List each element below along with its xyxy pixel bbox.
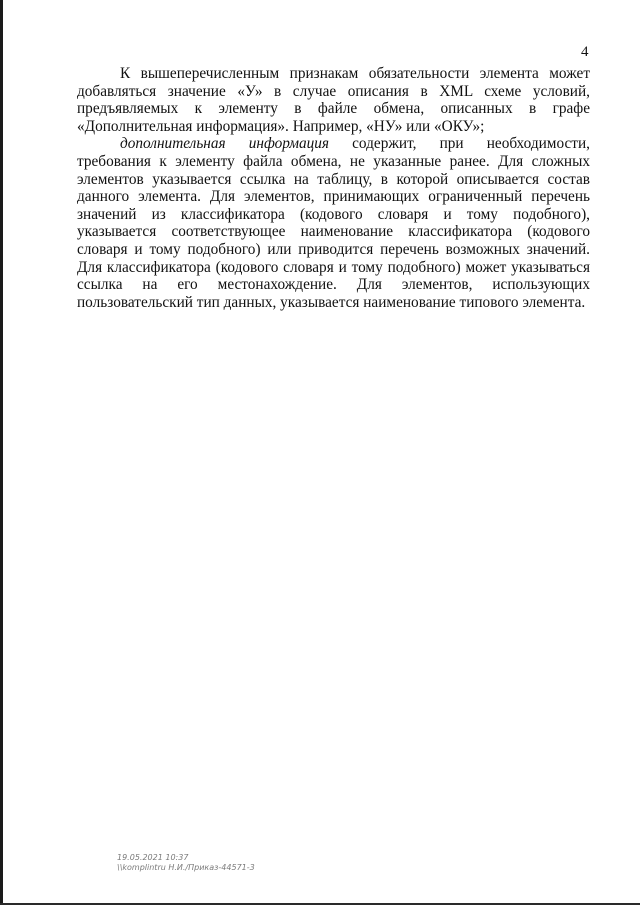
paragraph-2-text: содержит, при необходимости, требования к элементу файла обмена, не указанные ранее. Для сложных элементов указывается ссылка на таблицу, в которой описывается состав данного элемента. Для элементов, принимающих ограниченный перечень значений из классификатора (кодового словаря и тому подобного), указывается соответствующее наименование классификатора (кодового словаря и тому подобного) или приводится перечень возможных значений. Для классификатора (кодового словаря и тому подобного) может указываться ссылка на его местонахождение. Для элементов, использующих пользовательский тип данных, указывается наименование типового элемента. bbox=[77, 135, 590, 311]
scan-border-left bbox=[0, 0, 3, 905]
stamp-path: \\komplintru Н.И./Приказ-44571-3 bbox=[117, 863, 255, 872]
footer-stamp bbox=[117, 853, 255, 873]
paragraph-1-text: К вышеперечисленным признакам обязательности элемента может добавляться значение «У» в случае описания в XML схеме условий, предъявляемых к элементу в файле обмена, описанных в графе «Дополнительная информация». Например, «НУ» или «ОКУ»; bbox=[77, 65, 590, 135]
page-number: 4 bbox=[581, 44, 589, 60]
stamp-datetime: 19.05.2021 10:37 bbox=[117, 853, 189, 862]
paragraph-additional-info bbox=[77, 135, 590, 311]
document-body bbox=[77, 65, 590, 311]
paragraph-obligation-markers bbox=[77, 65, 590, 135]
additional-info-term: дополнительная информация bbox=[120, 135, 330, 153]
